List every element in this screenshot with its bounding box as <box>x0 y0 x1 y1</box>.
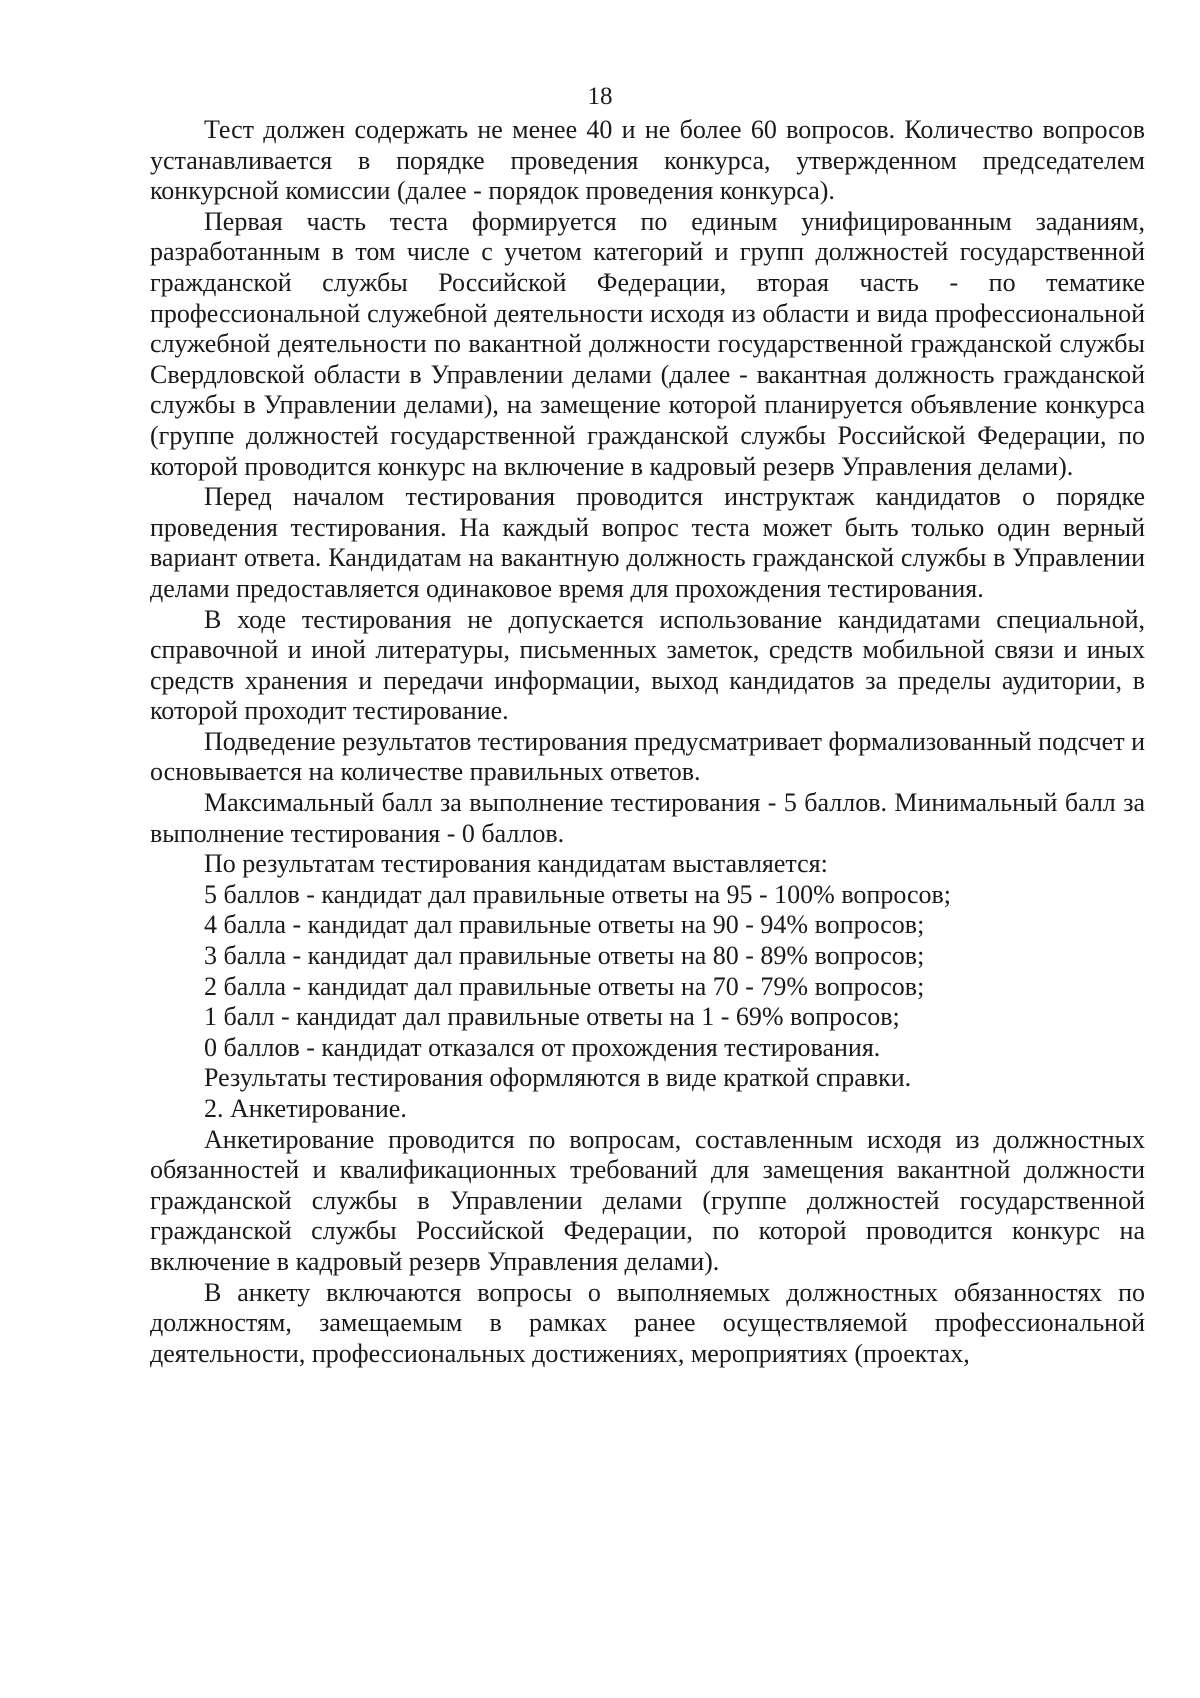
page-number: 18 <box>587 83 613 110</box>
document-body <box>150 115 1145 1369</box>
paragraph-test-restrictions: В ходе тестирования не допускается использование кандидатами специальной, справочной и иной литературы, письменных заметок, средств мобильной связи и иных средств хранения и передачи информации, выход кандидатов за пределы аудитории, в которой проходит тестирование. <box>150 604 1145 726</box>
list-item-score-4: 4 балла - кандидат дал правильные ответы на 90 - 94% вопросов; <box>204 910 925 940</box>
paragraph-questionnaire-content: В анкету включаются вопросы о выполняемых должностных обязанностях по должностям, замещаемым в рамках ранее осуществляемой профессиональной деятельности, профессиональных достижениях, мероприятиях (проектах, <box>150 1277 1145 1368</box>
paragraph-results-certificate: Результаты тестирования оформляются в виде краткой справки. <box>204 1063 912 1093</box>
paragraph-test-instruction: Перед началом тестирования проводится инструктаж кандидатов о порядке проведения тестирования. На каждый вопрос теста может быть только один верный вариант ответа. Кандидатам на вакантную должность гражданской службы в Управлении делами предоставляется одинаковое время для прохождения тестирования. <box>150 482 1145 603</box>
paragraph-test-question-count: Тест должен содержать не менее 40 и не более 60 вопросов. Количество вопросов устанавливается в порядке проведения конкурса, утвержденном председателем конкурсной комиссии (далее - порядок проведения конкурса). <box>150 115 1145 206</box>
paragraph-scoring-intro: По результатам тестирования кандидатам выставляется: <box>204 849 828 879</box>
list-item-score-3: 3 балла - кандидат дал правильные ответы на 80 - 89% вопросов; <box>204 941 925 971</box>
list-item-score-1: 1 балл - кандидат дал правильные ответы на 1 - 69% вопросов; <box>204 1002 900 1032</box>
paragraph-test-structure: Первая часть теста формируется по единым унифицированным заданиям, разработанным в том числе с учетом категорий и групп должностей государственной гражданской службы Российской Федерации, вторая часть - по тематике профессиональной служебной деятельности исходя из области и вида профессиональной служебной деятельности по вакантной должности государственной гражданской службы Свердловской области в Управлении делами (далее - вакантная должность гражданской службы в Управлении делами), на замещение которой планируется объявление конкурса (группе должностей государственной гражданской службы Российской Федерации, по которой проводится конкурс на включение в кадровый резерв Управления делами). <box>150 206 1145 481</box>
list-item-score-2: 2 балла - кандидат дал правильные ответы на 70 - 79% вопросов; <box>204 971 925 1001</box>
list-item-score-0: 0 баллов - кандидат отказался от прохождения тестирования. <box>204 1032 881 1062</box>
paragraph-test-score-range: Максимальный балл за выполнение тестирования - 5 баллов. Минимальный балл за выполнение тестирования - 0 баллов. <box>150 788 1145 848</box>
paragraph-questionnaire-basis: Анкетирование проводится по вопросам, составленным исходя из должностных обязанностей и квалификационных требований для замещения вакантной должности гражданской службы в Управлении делами (группе должностей государственной гражданской службы Российской Федерации, по которой проводится конкурс на включение в кадровый резерв Управления делами). <box>150 1124 1145 1276</box>
paragraph-test-results-calculation: Подведение результатов тестирования предусматривает формализованный подсчет и основывается на количестве правильных ответов. <box>150 726 1145 787</box>
list-item-score-5: 5 баллов - кандидат дал правильные ответы на 95 - 100% вопросов; <box>204 879 952 909</box>
section-heading-questionnaire: 2. Анкетирование. <box>204 1094 407 1123</box>
